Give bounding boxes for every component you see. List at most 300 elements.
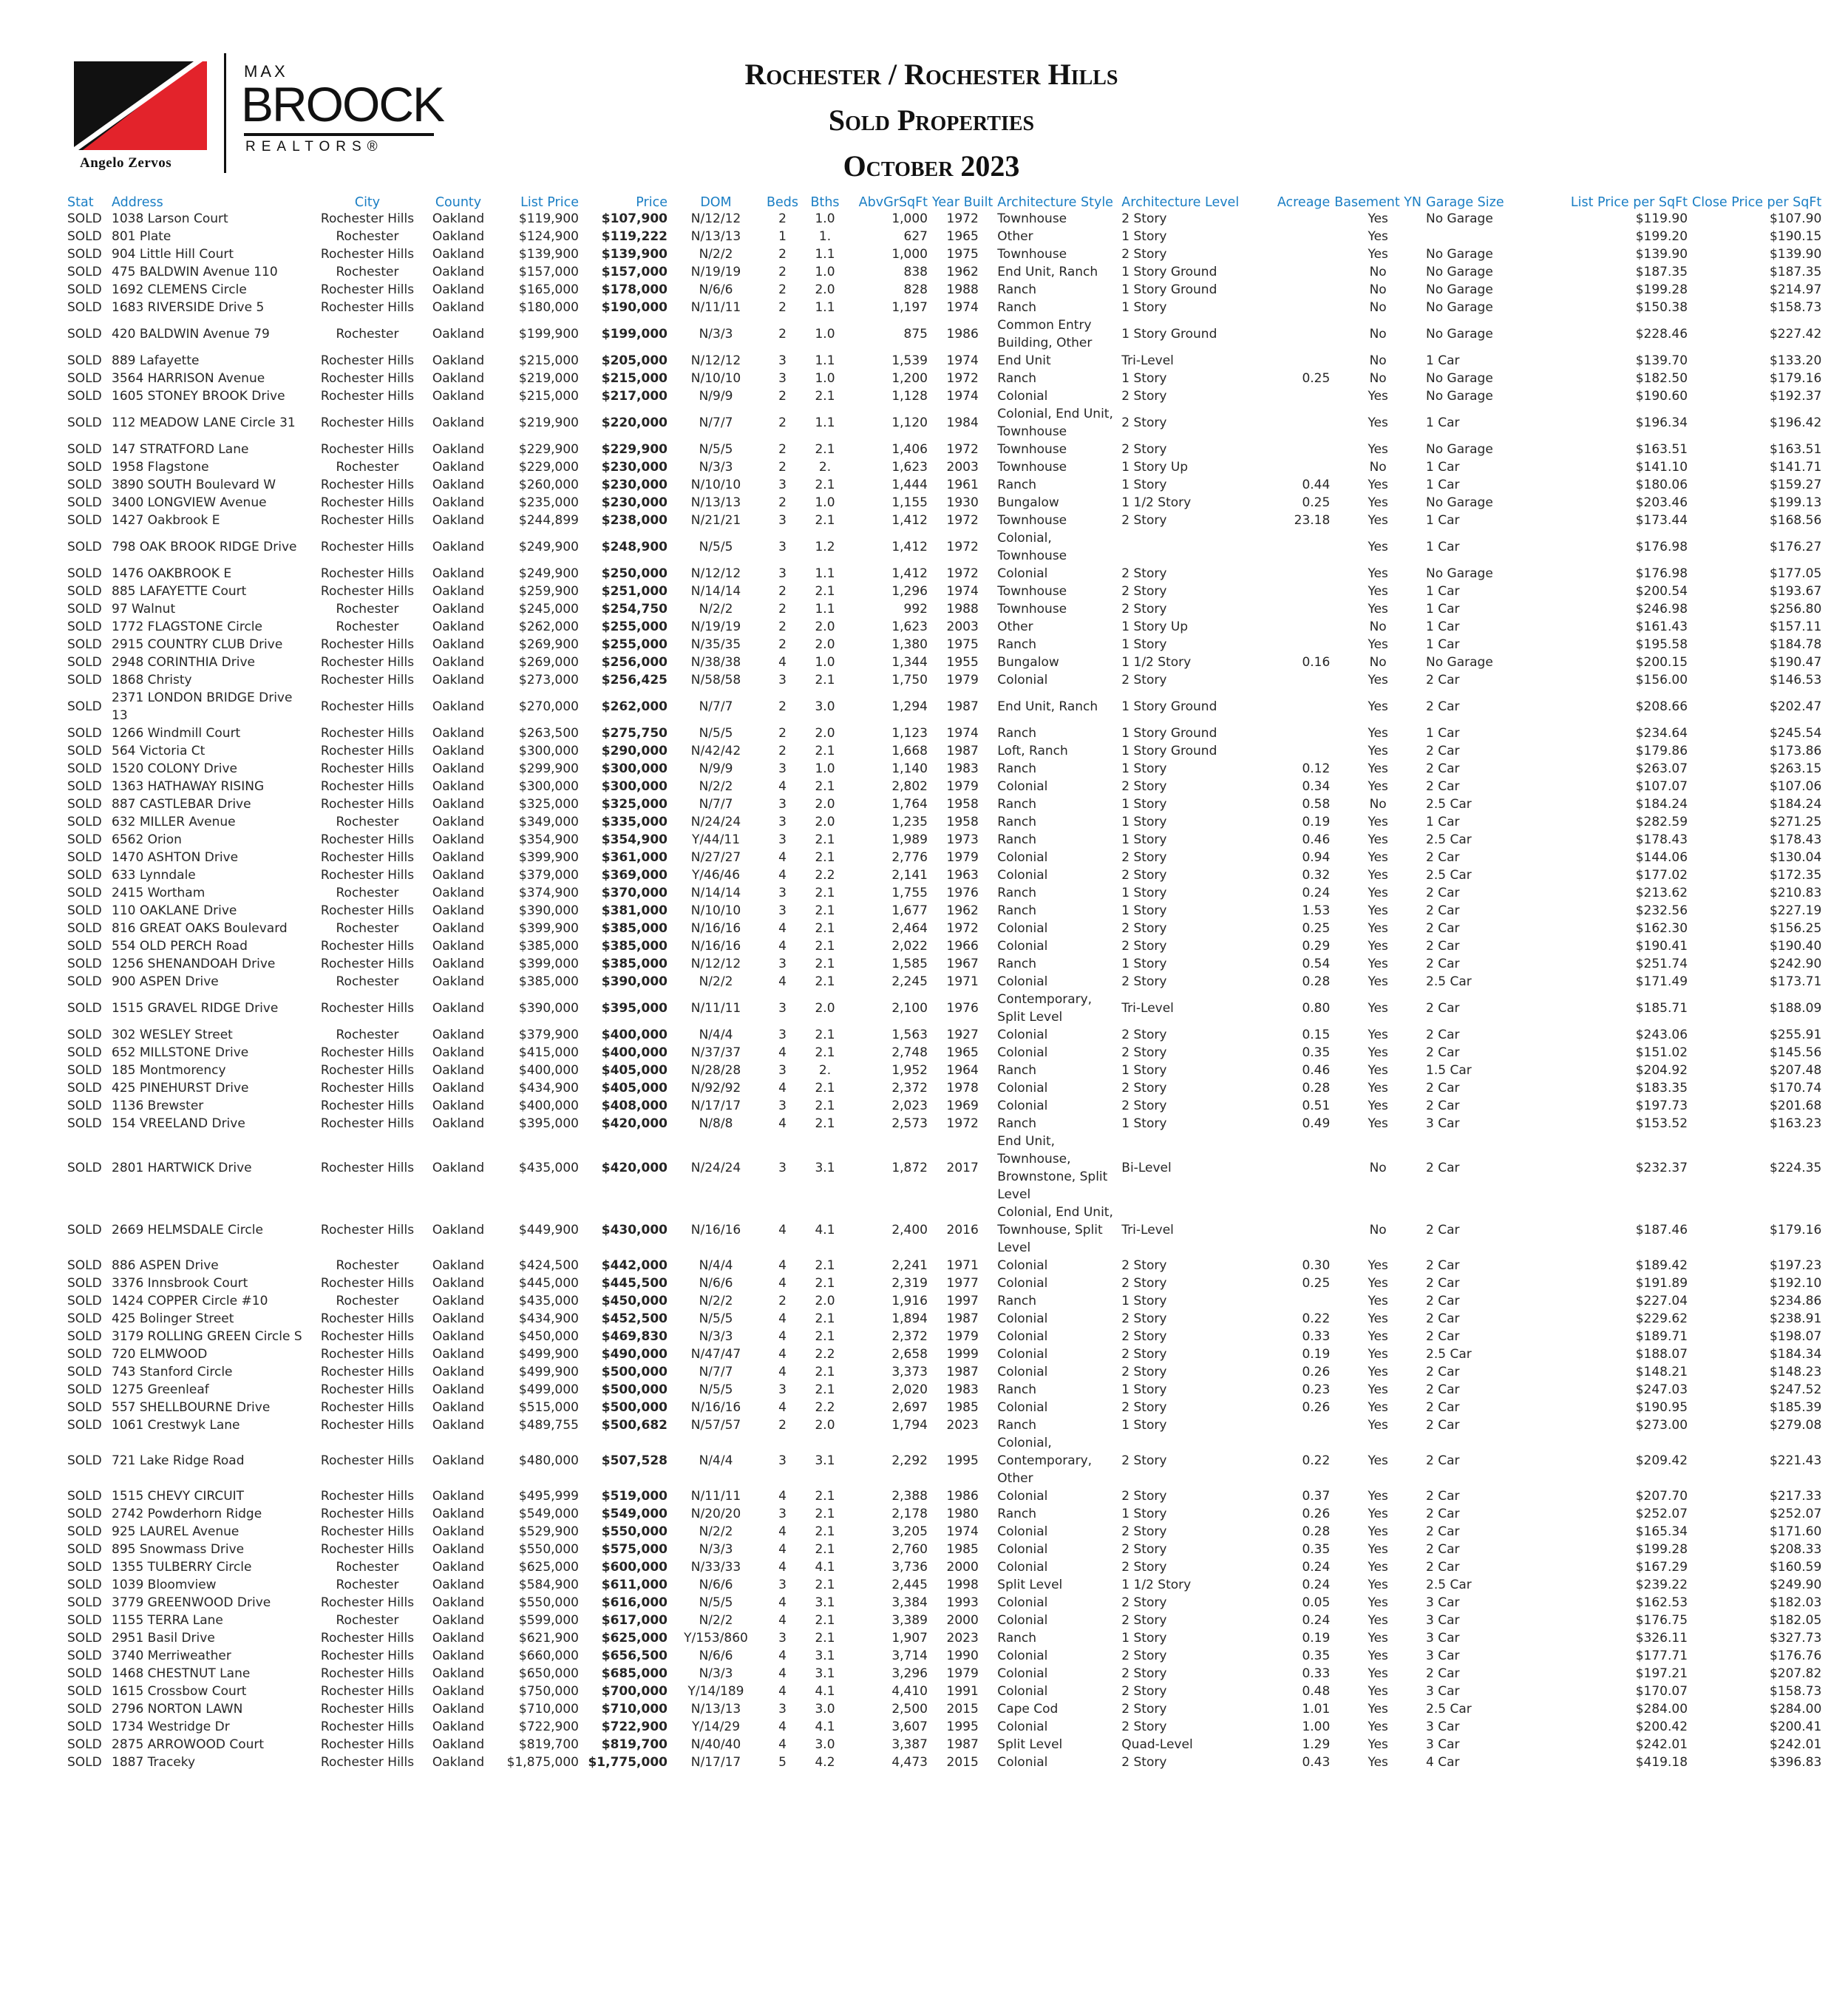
cell-dom: N/17/17 <box>690 1755 741 1770</box>
cell-architecture-style: Colonial <box>997 1258 1048 1273</box>
cell-address: 633 Lynndale <box>112 868 196 883</box>
cell-acreage <box>1252 352 1332 370</box>
cell-close-price-per-sqft: $141.71 <box>1769 460 1822 475</box>
cell-garage-size: 2 Car <box>1426 761 1460 776</box>
cell-list-price-per-sqft: $139.90 <box>1635 247 1688 262</box>
cell-baths: 1.0 <box>815 495 835 510</box>
cell-acreage <box>1252 316 1332 352</box>
cell-acreage: 1.53 <box>1302 903 1331 918</box>
cell-close-price-per-sqft: $207.82 <box>1769 1666 1822 1681</box>
cell-basement: Yes <box>1368 584 1388 599</box>
cell-architecture-level: 1 Story <box>1121 957 1167 971</box>
cell-basement: Yes <box>1368 540 1388 554</box>
cell-year-built: 1955 <box>946 655 979 670</box>
cell-address: 2948 CORINTHIA Drive <box>112 655 255 670</box>
cell-sqft: 2,372 <box>891 1329 928 1344</box>
cell-year-built: 1927 <box>946 1028 979 1042</box>
cell-address: 557 SHELLBOURNE Drive <box>112 1400 271 1415</box>
cell-acreage: 23.18 <box>1294 513 1331 528</box>
cell-price: $107,900 <box>601 211 667 226</box>
cell-basement: Yes <box>1368 1116 1388 1131</box>
cell-architecture-level: 1 Story <box>1121 229 1167 244</box>
cell-price: $1,775,000 <box>588 1755 667 1770</box>
cell-year-built: 1986 <box>946 327 979 342</box>
cell-list-price-per-sqft: $199.20 <box>1635 229 1688 244</box>
cell-stat: SOLD <box>67 389 102 404</box>
cell-baths: 2.2 <box>815 1400 835 1415</box>
cell-garage-size: 2 Car <box>1426 1418 1460 1433</box>
cell-county: Oakland <box>432 1418 485 1433</box>
cell-architecture-style: Ranch <box>997 1507 1037 1521</box>
cell-dom: N/27/27 <box>690 850 741 865</box>
cell-basement: No <box>1369 353 1387 368</box>
cell-city: Rochester Hills <box>320 566 415 581</box>
cell-county: Oakland <box>432 353 485 368</box>
table-row <box>65 937 1824 955</box>
cell-garage-size: No Garage <box>1426 265 1493 279</box>
cell-price: $405,000 <box>601 1081 667 1096</box>
table-row <box>65 1558 1824 1576</box>
cell-acreage <box>1252 636 1332 653</box>
cell-close-price-per-sqft: $214.97 <box>1769 282 1822 297</box>
cell-list-price-per-sqft: $189.42 <box>1635 1258 1688 1273</box>
cell-close-price-per-sqft: $238.91 <box>1769 1311 1822 1326</box>
cell-close-price-per-sqft: $192.10 <box>1769 1276 1822 1291</box>
cell-dom: N/8/8 <box>699 1116 733 1131</box>
cell-county: Oakland <box>432 540 485 554</box>
cell-architecture-style: Ranch <box>997 761 1037 776</box>
cell-garage-size: No Garage <box>1426 282 1493 297</box>
cell-address: 1470 ASHTON Drive <box>112 850 239 865</box>
cell-garage-size: 2.5 Car <box>1426 1347 1472 1362</box>
cell-architecture-style: Colonial <box>997 1649 1048 1663</box>
cell-city: Rochester Hills <box>320 1453 415 1468</box>
cell-list-price: $400,000 <box>518 1063 579 1078</box>
cell-list-price: $244,899 <box>518 513 579 528</box>
cell-year-built: 1988 <box>946 282 979 297</box>
cell-county: Oakland <box>432 921 485 936</box>
cell-basement: Yes <box>1368 1276 1388 1291</box>
cell-close-price-per-sqft: $130.04 <box>1769 850 1822 865</box>
brand-max: MAX <box>244 62 288 81</box>
cell-dom: N/11/11 <box>690 1001 741 1016</box>
cell-year-built: 1972 <box>946 442 979 457</box>
cell-dom: N/4/4 <box>699 1028 733 1042</box>
cell-baths: 2.0 <box>815 726 835 741</box>
cell-sqft: 1,200 <box>891 371 928 386</box>
cell-sqft: 2,245 <box>891 974 928 989</box>
cell-dom: N/57/57 <box>690 1418 741 1433</box>
cell-sqft: 1,916 <box>891 1294 928 1308</box>
cell-year-built: 1962 <box>946 903 979 918</box>
cell-garage-size: 3 Car <box>1426 1631 1460 1646</box>
cell-baths: 1.0 <box>815 655 835 670</box>
table-row <box>65 1133 1824 1203</box>
table-row <box>65 1274 1824 1292</box>
cell-address: 1887 Traceky <box>112 1755 196 1770</box>
cell-address: 475 BALDWIN Avenue 110 <box>112 265 278 279</box>
cell-county: Oakland <box>432 744 485 758</box>
cell-close-price-per-sqft: $197.23 <box>1769 1258 1822 1273</box>
brand-name: BROOCK <box>241 77 444 132</box>
cell-acreage: 0.48 <box>1302 1684 1331 1699</box>
cell-list-price: $219,000 <box>518 371 579 386</box>
cell-address: 2875 ARROWOOD Court <box>112 1737 265 1752</box>
cell-baths: 4.1 <box>815 1560 835 1575</box>
cell-list-price-per-sqft: $208.66 <box>1635 699 1688 714</box>
table-row <box>65 1434 1824 1487</box>
cell-list-price-per-sqft: $243.06 <box>1635 1028 1688 1042</box>
cell-stat: SOLD <box>67 1595 102 1610</box>
cell-year-built: 1977 <box>946 1276 979 1291</box>
cell-garage-size: 2 Car <box>1426 1099 1460 1113</box>
cell-city: Rochester Hills <box>320 1063 415 1078</box>
cell-close-price-per-sqft: $201.68 <box>1769 1099 1822 1113</box>
cell-county: Oakland <box>432 1400 485 1415</box>
cell-beds: 4 <box>778 1649 787 1663</box>
cell-list-price: $529,900 <box>518 1524 579 1539</box>
cell-beds: 4 <box>778 1365 787 1379</box>
cell-county: Oakland <box>432 868 485 883</box>
cell-architecture-level: 2 Story <box>1121 1028 1167 1042</box>
cell-county: Oakland <box>432 389 485 404</box>
cell-address: 1363 HATHAWAY RISING <box>112 779 265 794</box>
cell-price: $300,000 <box>601 761 667 776</box>
cell-acreage: 0.49 <box>1302 1116 1331 1131</box>
cell-year-built: 1997 <box>946 1294 979 1308</box>
cell-list-price-per-sqft: $167.29 <box>1635 1560 1688 1575</box>
cell-architecture-style: Colonial <box>997 1329 1048 1344</box>
table-row <box>65 458 1824 476</box>
cell-beds: 1 <box>778 229 787 244</box>
cell-city: Rochester <box>336 1578 399 1592</box>
cell-sqft: 1,123 <box>891 726 928 741</box>
table-row <box>65 228 1824 245</box>
cell-beds: 3 <box>778 1702 787 1717</box>
cell-beds: 4 <box>778 1045 787 1060</box>
cell-address: 1256 SHENANDOAH Drive <box>112 957 276 971</box>
cell-architecture-style: Colonial <box>997 779 1048 794</box>
cell-baths: 3.1 <box>815 1161 835 1175</box>
cell-beds: 4 <box>778 1311 787 1326</box>
cell-architecture-level: 2 Story <box>1121 1365 1167 1379</box>
cell-architecture-style: Contemporary, Split Level <box>997 992 1093 1025</box>
cell-acreage <box>1252 689 1332 724</box>
table-row <box>65 1541 1824 1558</box>
cell-city: Rochester Hills <box>320 1666 415 1681</box>
cell-close-price-per-sqft: $172.35 <box>1769 868 1822 883</box>
cell-architecture-level: 1 Story <box>1121 1063 1167 1078</box>
cell-garage-size: 2 Car <box>1426 957 1460 971</box>
column-header-county: County <box>435 195 482 210</box>
cell-list-price: $449,900 <box>518 1223 579 1237</box>
cell-garage-size: 2 Car <box>1426 1560 1460 1575</box>
cell-stat: SOLD <box>67 1507 102 1521</box>
cell-price: $400,000 <box>601 1028 667 1042</box>
cell-baths: 3.0 <box>815 699 835 714</box>
cell-price: $215,000 <box>601 371 667 386</box>
cell-beds: 3 <box>778 1382 787 1397</box>
cell-list-price-per-sqft: $176.75 <box>1635 1613 1688 1628</box>
cell-list-price-per-sqft: $197.73 <box>1635 1099 1688 1113</box>
cell-beds: 4 <box>778 1276 787 1291</box>
cell-close-price-per-sqft: $176.76 <box>1769 1649 1822 1663</box>
cell-close-price-per-sqft: $163.23 <box>1769 1116 1822 1131</box>
cell-baths: 2.1 <box>815 1329 835 1344</box>
column-header-city: City <box>354 195 381 210</box>
cell-sqft: 1,623 <box>891 619 928 634</box>
cell-stat: SOLD <box>67 478 102 492</box>
cell-address: 97 Walnut <box>112 602 176 617</box>
cell-baths: 2.1 <box>815 850 835 865</box>
cell-stat: SOLD <box>67 1045 102 1060</box>
cell-basement: Yes <box>1368 1063 1388 1078</box>
cell-beds: 2 <box>778 584 787 599</box>
cell-close-price-per-sqft: $185.39 <box>1769 1400 1822 1415</box>
cell-basement: Yes <box>1368 1001 1388 1016</box>
cell-city: Rochester Hills <box>320 495 415 510</box>
cell-close-price-per-sqft: $208.33 <box>1769 1542 1822 1557</box>
cell-acreage: 0.51 <box>1302 1099 1331 1113</box>
cell-beds: 4 <box>778 1329 787 1344</box>
cell-sqft: 2,022 <box>891 939 928 954</box>
cell-list-price-per-sqft: $251.74 <box>1635 957 1688 971</box>
cell-basement: Yes <box>1368 673 1388 687</box>
cell-architecture-level: Tri-Level <box>1121 1223 1174 1237</box>
cell-architecture-level: 2 Story <box>1121 584 1167 599</box>
table-row <box>65 973 1824 991</box>
cell-year-built: 1966 <box>946 939 979 954</box>
cell-list-price-per-sqft: $273.00 <box>1635 1418 1688 1433</box>
table-row <box>65 1523 1824 1541</box>
cell-city: Rochester <box>336 1613 399 1628</box>
cell-basement: Yes <box>1368 1081 1388 1096</box>
cell-architecture-level: 2 Story <box>1121 247 1167 262</box>
cell-dom: N/7/7 <box>699 415 733 430</box>
cell-list-price: $263,500 <box>518 726 579 741</box>
cell-baths: 1.2 <box>815 540 835 554</box>
cell-stat: SOLD <box>67 673 102 687</box>
cell-list-price-per-sqft: $187.35 <box>1635 265 1688 279</box>
cell-close-price-per-sqft: $202.47 <box>1769 699 1822 714</box>
cell-baths: 2.1 <box>815 1081 835 1096</box>
cell-address: 3179 ROLLING GREEN Circle S <box>112 1329 302 1344</box>
cell-price: $256,000 <box>601 655 667 670</box>
cell-county: Oakland <box>432 1223 485 1237</box>
cell-city: Rochester Hills <box>320 1276 415 1291</box>
cell-year-built: 1990 <box>946 1649 979 1663</box>
cell-close-price-per-sqft: $242.01 <box>1769 1737 1822 1752</box>
cell-acreage: 0.46 <box>1302 1063 1331 1078</box>
cell-baths: 2.2 <box>815 868 835 883</box>
brand-rule <box>244 133 434 136</box>
cell-stat: SOLD <box>67 460 102 475</box>
cell-stat: SOLD <box>67 495 102 510</box>
cell-list-price: $395,000 <box>518 1116 579 1131</box>
cell-basement: Yes <box>1368 1418 1388 1433</box>
table-row <box>65 778 1824 795</box>
cell-beds: 4 <box>778 1613 787 1628</box>
cell-list-price: $273,000 <box>518 673 579 687</box>
cell-year-built: 1975 <box>946 247 979 262</box>
cell-year-built: 1972 <box>946 211 979 226</box>
cell-list-price-per-sqft: $228.46 <box>1635 327 1688 342</box>
cell-beds: 3 <box>778 761 787 776</box>
cell-list-price: $489,755 <box>518 1418 579 1433</box>
cell-county: Oakland <box>432 1578 485 1592</box>
cell-architecture-level: 1 1/2 Story <box>1121 1578 1192 1592</box>
cell-architecture-style: Colonial <box>997 1560 1048 1575</box>
table-row <box>65 920 1824 937</box>
cell-architecture-level: 1 Story Up <box>1121 460 1189 475</box>
cell-architecture-style: Ranch <box>997 1116 1037 1131</box>
cell-dom: N/3/3 <box>699 327 733 342</box>
cell-stat: SOLD <box>67 282 102 297</box>
cell-stat: SOLD <box>67 655 102 670</box>
cell-stat: SOLD <box>67 1099 102 1113</box>
cell-architecture-level: 2 Story <box>1121 1684 1167 1699</box>
table-row <box>65 795 1824 813</box>
cell-address: 721 Lake Ridge Road <box>112 1453 245 1468</box>
cell-year-built: 2023 <box>946 1418 979 1433</box>
cell-year-built: 1972 <box>946 1116 979 1131</box>
cell-garage-size: 2 Car <box>1426 1365 1460 1379</box>
cell-address: 6562 Orion <box>112 832 182 847</box>
cell-city: Rochester Hills <box>320 1365 415 1379</box>
cell-city: Rochester Hills <box>320 478 415 492</box>
cell-beds: 3 <box>778 1161 787 1175</box>
cell-address: 3740 Merriweather <box>112 1649 231 1663</box>
cell-close-price-per-sqft: $188.09 <box>1769 1001 1822 1016</box>
cell-dom: N/3/3 <box>699 1542 733 1557</box>
cell-close-price-per-sqft: $284.00 <box>1769 1702 1822 1717</box>
cell-basement: Yes <box>1368 921 1388 936</box>
cell-county: Oakland <box>432 1684 485 1699</box>
cell-address: 887 CASTLEBAR Drive <box>112 797 251 812</box>
cell-list-price: $710,000 <box>518 1702 579 1717</box>
cell-basement: Yes <box>1368 513 1388 528</box>
cell-garage-size: 2 Car <box>1426 1382 1460 1397</box>
cell-stat: SOLD <box>67 957 102 971</box>
cell-architecture-level: 2 Story <box>1121 1666 1167 1681</box>
cell-sqft: 1,380 <box>891 637 928 652</box>
cell-baths: 2.1 <box>815 1099 835 1113</box>
cell-address: 302 WESLEY Street <box>112 1028 233 1042</box>
report-titles <box>562 52 1301 189</box>
cell-architecture-style: Colonial <box>997 921 1048 936</box>
cell-city: Rochester <box>336 327 399 342</box>
cell-stat: SOLD <box>67 211 102 226</box>
cell-baths: 3.0 <box>815 1737 835 1752</box>
cell-address: 1605 STONEY BROOK Drive <box>112 389 285 404</box>
cell-architecture-level: 1 1/2 Story <box>1121 495 1192 510</box>
cell-sqft: 1,623 <box>891 460 928 475</box>
cell-price: $385,000 <box>601 921 667 936</box>
cell-address: 3890 SOUTH Boulevard W <box>112 478 276 492</box>
cell-architecture-level: 2 Story <box>1121 868 1167 883</box>
cell-stat: SOLD <box>67 1613 102 1628</box>
cell-basement: Yes <box>1368 442 1388 457</box>
cell-sqft: 2,573 <box>891 1116 928 1131</box>
cell-city: Rochester Hills <box>320 1116 415 1131</box>
column-header-address: Address <box>112 195 163 210</box>
cell-year-built: 1983 <box>946 761 979 776</box>
cell-architecture-level: 1 Story Ground <box>1121 699 1217 714</box>
cell-close-price-per-sqft: $179.16 <box>1769 371 1822 386</box>
cell-city: Rochester <box>336 1560 399 1575</box>
cell-architecture-level: 1 Story Up <box>1121 619 1189 634</box>
cell-beds: 2 <box>778 389 787 404</box>
cell-address: 1061 Crestwyk Lane <box>112 1418 240 1433</box>
title-city: Rochester / Rochester Hills <box>744 58 1118 91</box>
cell-sqft: 627 <box>903 229 928 244</box>
cell-beds: 2 <box>778 460 787 475</box>
cell-list-price-per-sqft: $227.04 <box>1635 1294 1688 1308</box>
cell-sqft: 1,872 <box>891 1161 928 1175</box>
cell-price: $390,000 <box>601 974 667 989</box>
cell-sqft: 992 <box>903 602 928 617</box>
cell-garage-size: 3 Car <box>1426 1719 1460 1734</box>
cell-acreage: 0.28 <box>1302 1081 1331 1096</box>
cell-garage-size: 1 Car <box>1426 619 1460 634</box>
cell-acreage: 0.28 <box>1302 1524 1331 1539</box>
cell-city: Rochester Hills <box>320 1631 415 1646</box>
cell-stat: SOLD <box>67 1329 102 1344</box>
cell-price: $611,000 <box>601 1578 667 1592</box>
cell-garage-size: 3 Car <box>1426 1684 1460 1699</box>
cell-garage-size: 2 Car <box>1426 939 1460 954</box>
cell-close-price-per-sqft: $173.86 <box>1769 744 1822 758</box>
cell-price: $335,000 <box>601 815 667 829</box>
cell-close-price-per-sqft: $148.23 <box>1769 1365 1822 1379</box>
cell-architecture-level: 2 Story <box>1121 921 1167 936</box>
cell-price: $617,000 <box>601 1613 667 1628</box>
cell-list-price: $374,900 <box>518 886 579 900</box>
cell-architecture-style: Ranch <box>997 886 1037 900</box>
column-header-basement: Basement YN <box>1334 195 1422 210</box>
cell-list-price: $385,000 <box>518 974 579 989</box>
cell-sqft: 1,952 <box>891 1063 928 1078</box>
cell-county: Oakland <box>432 1453 485 1468</box>
cell-basement: Yes <box>1368 779 1388 794</box>
cell-address: 1476 OAKBROOK E <box>112 566 232 581</box>
cell-architecture-style: Ranch <box>997 797 1037 812</box>
cell-county: Oakland <box>432 1702 485 1717</box>
cell-address: 2951 Basil Drive <box>112 1631 215 1646</box>
cell-city: Rochester Hills <box>320 637 415 652</box>
cell-price: $656,500 <box>601 1649 667 1663</box>
cell-list-price: $270,000 <box>518 699 579 714</box>
cell-city: Rochester Hills <box>320 1684 415 1699</box>
cell-close-price-per-sqft: $245.54 <box>1769 726 1822 741</box>
table-row <box>65 955 1824 973</box>
table-row <box>65 476 1824 494</box>
cell-close-price-per-sqft: $196.42 <box>1769 415 1822 430</box>
cell-basement: Yes <box>1368 566 1388 581</box>
cell-architecture-level: 2 Story <box>1121 850 1167 865</box>
cell-architecture-level: 2 Story <box>1121 513 1167 528</box>
cell-architecture-level: 2 Story <box>1121 602 1167 617</box>
cell-list-price: $399,900 <box>518 850 579 865</box>
cell-list-price-per-sqft: $188.07 <box>1635 1347 1688 1362</box>
cell-close-price-per-sqft: $158.73 <box>1769 300 1822 315</box>
cell-stat: SOLD <box>67 247 102 262</box>
cell-architecture-style: Other <box>997 229 1033 244</box>
cell-architecture-style: Colonial <box>997 1613 1048 1628</box>
table-row <box>65 565 1824 583</box>
cell-county: Oakland <box>432 584 485 599</box>
cell-beds: 4 <box>778 850 787 865</box>
